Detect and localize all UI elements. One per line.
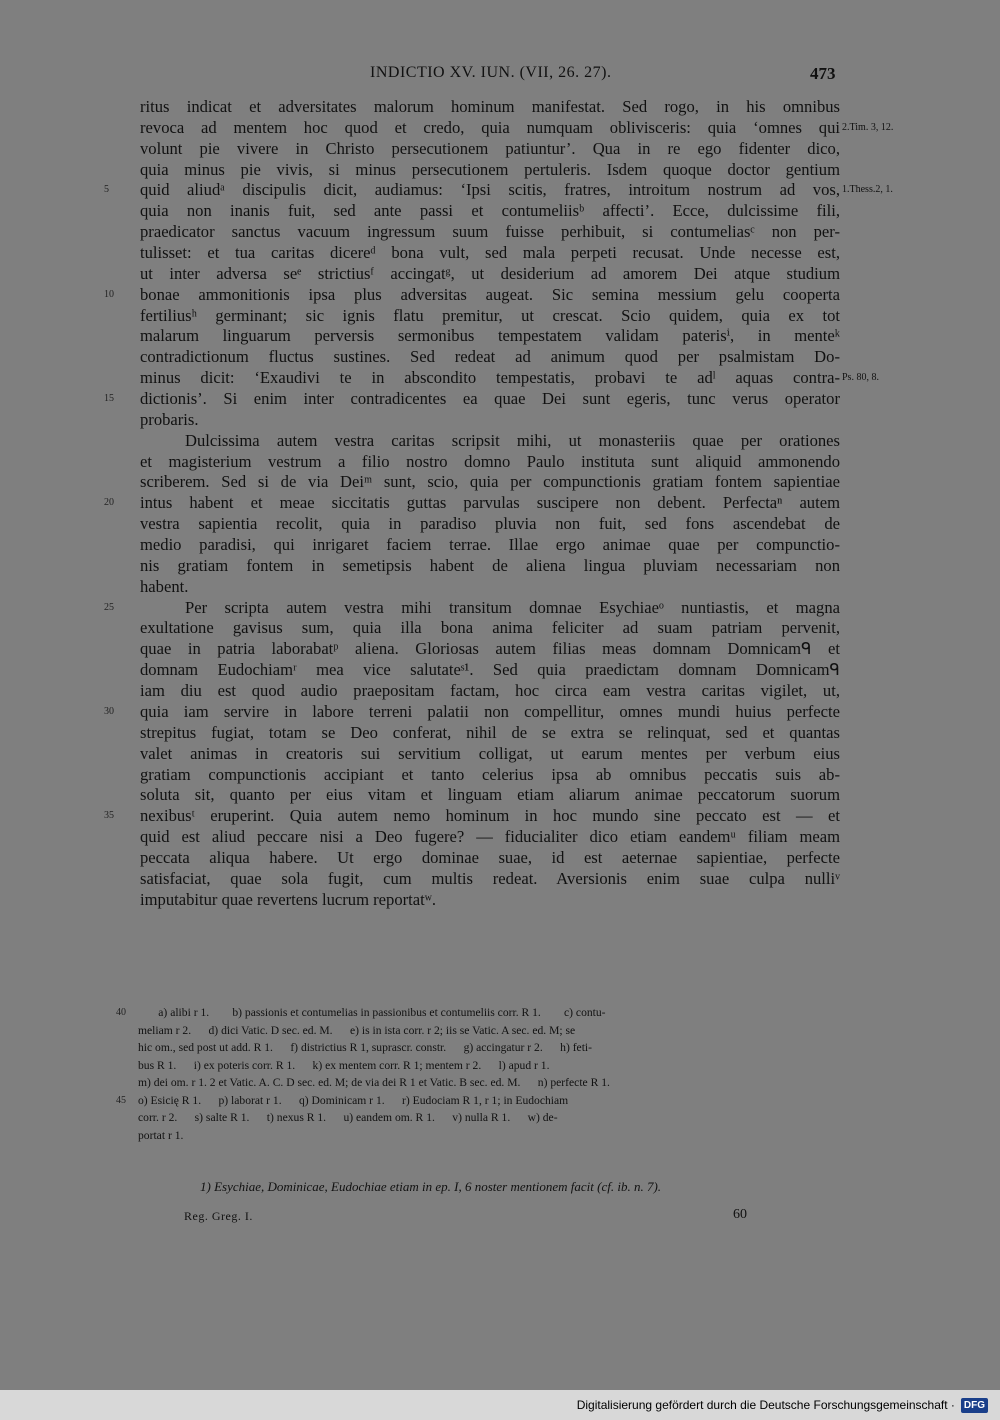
text-line xyxy=(140,785,840,806)
footnote-text: hic om., sed post ut add. R 1. f) districtius R 1, suprascr. constr. g) accingatur r 2. h) feti- xyxy=(138,1041,593,1054)
line-text: probaris. xyxy=(140,409,199,429)
line-number: 30 xyxy=(104,705,114,717)
line-text: quia minus pie vivis, si minus persecutionem pertuleris. Isdem quoque doctor gentium xyxy=(140,159,840,179)
margin-reference: 1.Thess.2, 1. xyxy=(842,184,893,196)
line-number: 5 xyxy=(104,184,109,196)
text-line xyxy=(140,890,840,911)
line-text: quid est aliud peccare nisi a Deo fugere? — fiducialiter dico etiam eandemᵘ filiam meam xyxy=(140,827,840,847)
text-line xyxy=(140,452,840,473)
line-text: Dulcissima autem vestra caritas scripsit mihi, ut monasteriis quae per orationes xyxy=(185,430,840,450)
line-text: intus habent et meae siccitatis guttas parvulas suscipere non debent. Perfectaⁿ autem xyxy=(140,493,840,513)
line-text: habent. xyxy=(140,576,189,596)
line-text: nexibusᵗ eruperint. Quia autem nemo hominum in hoc mundo sine peccato est — et xyxy=(140,806,840,826)
text-line xyxy=(140,869,840,890)
text-line xyxy=(140,514,840,535)
line-number: 20 xyxy=(104,497,114,509)
text-line xyxy=(104,493,840,514)
line-text: domnam Eudochiamʳ mea vice salutateˢ¹. Sed quia praedictam domnam Domnicamᑫ xyxy=(140,660,840,680)
text-line xyxy=(104,180,893,201)
line-text: ritus indicat et adversitates malorum hominum manifestat. Sed rogo, in his omnibus xyxy=(140,97,840,116)
footnote-text: a) alibi r 1. b) passionis et contumelias in passionibus et contumeliis corr. R 1. c) contu- xyxy=(138,1006,606,1019)
footnote-line xyxy=(138,1127,840,1145)
line-text: exultatione gavisus sum, quia illa bona anima feliciter ad suam patriam pervenit, xyxy=(140,618,840,638)
footnote-text: m) dei om. r 1. 2 et Vatic. A. C. D sec. ed. M; de via dei R 1 et Vatic. B sec. ed. M. n) perfecte R 1. xyxy=(138,1076,610,1089)
text-line xyxy=(140,410,840,431)
text-line xyxy=(104,597,840,619)
line-text: peccata aliqua habere. Ut ergo dominae suae, id est aeternae sapientiae, perfecte xyxy=(140,847,840,867)
footnote-text: meliam r 2. d) dici Vatic. D sec. ed. M. e) is in ista corr. r 2; iis se Vatic. A sec. ed. M; se xyxy=(138,1023,576,1037)
line-number: 15 xyxy=(104,393,114,405)
text-line xyxy=(140,264,840,285)
text-line xyxy=(140,368,879,389)
line-text: dictionis’. Si enim inter contradicentes ea quae Dei sunt egeris, tunc verus operator xyxy=(140,389,840,409)
line-number: 25 xyxy=(104,601,114,613)
margin-reference: 2.Tim. 3, 12. xyxy=(842,121,894,133)
text-line xyxy=(140,160,840,181)
sheet-number: 60 xyxy=(733,1207,747,1222)
text-line xyxy=(104,701,840,723)
line-text: tulisset: et tua caritas dicereᵈ bona vult, sed mala perpeti recusat. Unde necesse est, xyxy=(140,243,840,263)
line-text: quia non inanis fuit, sed ante passi et contumeliisᵇ affecti’. Ecce, dulcissime fili, xyxy=(140,201,840,221)
line-text: contradictionum fluctus sustines. Sed redeat ad animum quod per psalmistam Do- xyxy=(140,347,840,367)
line-text: vestra sapientia recolit, quia in paradiso pluvia non fuit, sed fons ascendebat de xyxy=(140,514,840,534)
line-text: soluta sit, quanto per eius vitam et linguam etiam aliarum animae peccatorum suorum xyxy=(140,785,840,805)
footer-text: Digitalisierung gefördert durch die Deutsche Forschungsgemeinschaft · xyxy=(576,1398,955,1412)
footnote-line xyxy=(138,1109,840,1127)
line-text: imputabitur quae revertens lucrum reportatʷ. xyxy=(140,889,437,909)
text-line xyxy=(140,139,840,160)
text-line xyxy=(140,306,840,327)
footnote-text: o) Esicię R 1. p) laborat r 1. q) Dominicam r 1. r) Eudociam R 1, r 1; in Eudochiam xyxy=(138,1093,569,1107)
page-number: 473 xyxy=(810,64,836,83)
line-text: gratiam compunctionis accipiant et tanto celerius ipsa ab omnibus peccatis suis ab- xyxy=(140,764,840,784)
line-number: 40 xyxy=(116,1007,126,1018)
footnote-text: bus R 1. i) ex poteris corr. R 1. k) ex mentem corr. R 1; mentem r 2. l) apud r 1. xyxy=(138,1058,550,1072)
text-line xyxy=(140,472,840,493)
line-number: 45 xyxy=(116,1094,126,1106)
text-line xyxy=(104,389,840,410)
signature-mark: Reg. Greg. I. xyxy=(184,1209,253,1223)
line-text: scriberem. Sed si de via Deiᵐ sunt, scio, quia per compunctionis gratiam fontem sapientiae xyxy=(140,472,840,492)
line-text: medio paradisi, qui inrigaret faciem terrae. Illae ergo animae quae per compunctio- xyxy=(140,535,840,555)
line-number: 10 xyxy=(104,288,114,300)
running-header: INDICTIO XV. IUN. (VII, 26. 27). xyxy=(370,64,612,81)
line-text: praedicator sanctus vacuum ingressum suum fuisse perhibuit, si contumeliasᶜ non per- xyxy=(140,222,840,242)
digitization-footer xyxy=(0,1390,1000,1420)
text-line xyxy=(140,535,840,556)
line-text: quae in patria laborabatᵖ aliena. Gloriosas autem filias meas domnam Domnicamᑫ et xyxy=(140,639,840,659)
text-line xyxy=(140,827,840,848)
text-line xyxy=(140,681,840,702)
dfg-logo: DFG xyxy=(961,1398,988,1413)
text-line xyxy=(140,97,840,118)
line-text: satisfaciat, quae sola fugit, cum multis redeat. Aversionis enim suae culpa nulliᵛ xyxy=(140,868,840,888)
footnotes xyxy=(116,1004,840,1144)
text-line xyxy=(140,117,894,139)
text-line xyxy=(140,848,840,869)
text-line xyxy=(140,556,840,577)
text-line xyxy=(140,431,840,452)
text-line xyxy=(140,723,840,744)
line-text: nis gratiam fontem in semetipsis habent de aliena lingua pluviam necessariam non xyxy=(140,555,840,575)
text-line xyxy=(140,639,840,660)
line-text: quid aliudᵃ discipulis dicit, audiamus: ‘Ipsi scitis, fratres, introitum nostrum ad vos, xyxy=(140,180,840,200)
editorial-note: 1) Esychiae, Dominicae, Eudochiae etiam in ep. I, 6 noster mentionem facit (cf. ib. n. 7). xyxy=(200,1179,662,1194)
text-line xyxy=(140,660,840,681)
line-text: volunt pie vivere in Christo persecutionem patiuntur’. Qua in re ego fidenter dico, xyxy=(140,138,840,158)
line-text: revoca ad mentem hoc quod et credo, quia numquam oblivisceris: quia ‘omnes qui xyxy=(140,117,840,137)
line-number: 35 xyxy=(104,810,114,822)
text-line xyxy=(140,243,840,264)
footnote-line xyxy=(116,1004,840,1022)
text-line xyxy=(140,326,840,347)
line-text: et magisterium vestrum a filio nostro domno Paulo instituta sunt aliquid ammonendo xyxy=(140,451,840,471)
footnote-line xyxy=(138,1039,840,1057)
footnote-line xyxy=(138,1074,840,1092)
text-line xyxy=(140,577,840,598)
line-text: valet animas in creatoris sui servitium colligat, ut earum mentes per verbum eius xyxy=(140,743,840,763)
text-line xyxy=(140,201,840,222)
footnote-line xyxy=(138,1022,840,1040)
main-text xyxy=(104,97,894,911)
line-text: fertiliusʰ germinant; sic ignis flatu premitur, ut crescat. Scio quidem, quia ex tot xyxy=(140,305,840,325)
footnote-text: corr. r 2. s) salte R 1. t) nexus R 1. u) eandem om. R 1. v) nulla R 1. w) de- xyxy=(138,1111,558,1124)
line-text: strepitus fugiat, totam se Deo conferat, nihil de se extra se relinquat, sed et quantas xyxy=(140,722,840,742)
footnote-line xyxy=(138,1057,840,1075)
line-text: ut inter adversa seᵉ strictiusᶠ accingatᵍ, ut desiderium ad amorem Dei atque studium xyxy=(140,263,840,283)
line-text: bonae ammonitionis ipsa plus adversitas augeat. Sic semina messium gelu cooperta xyxy=(140,284,840,304)
line-text: Per scripta autem vestra mihi transitum domnae Esychiaeᵒ nuntiastis, et magna xyxy=(185,597,840,617)
line-text: minus dicit: ‘Exaudivi te in abscondito tempestatis, probavi te adˡ aquas contra- xyxy=(140,368,840,388)
text-line xyxy=(104,806,840,827)
line-text: malarum linguarum perversis sermonibus tempestatem validam paterisⁱ, in menteᵏ xyxy=(140,326,840,346)
text-line xyxy=(140,744,840,765)
text-line xyxy=(140,618,840,639)
line-text: iam diu est quod audio praepositam factam, hoc circa eam vestra caritas vigilet, ut, xyxy=(140,681,840,701)
footnote-line xyxy=(116,1092,840,1110)
text-line xyxy=(140,765,840,786)
line-text: quia iam servire in labore terreni palatii non compellitur, omnes mundi huius perfecte xyxy=(140,701,840,721)
text-line xyxy=(140,347,840,368)
margin-reference: Ps. 80, 8. xyxy=(842,372,879,384)
text-line xyxy=(104,284,840,306)
footnote-text: portat r 1. xyxy=(138,1128,184,1142)
text-line xyxy=(140,222,840,243)
